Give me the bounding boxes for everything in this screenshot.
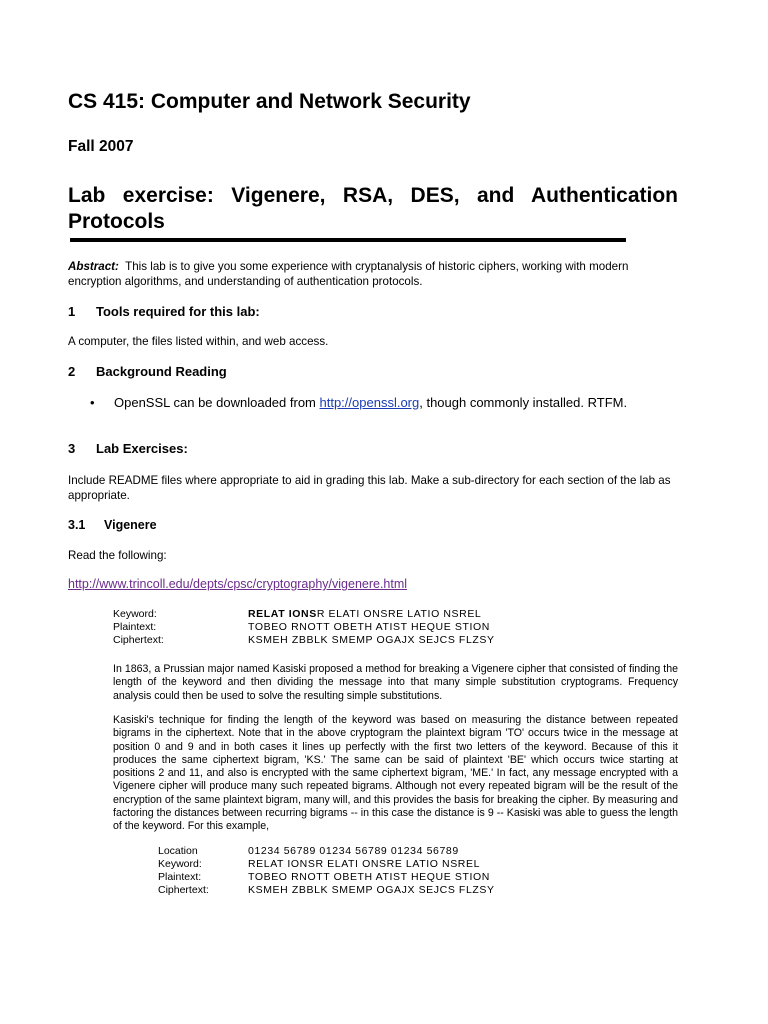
cipher-example-table: [113, 608, 495, 647]
lab-title: Lab exercise: Vigenere, RSA, DES, and Authentication Protocols: [68, 184, 678, 233]
kasiski-paragraph-1: In 1863, a Prussian major named Kasiski proposed a method for breaking a Vigenere cipher that consisted of finding the length of the keyword and then dividing the message into that many simple substitution cryptograms. Frequency analysis could then be used to solve the resulting simple substitutions.: [113, 663, 678, 702]
row-label: Location: [158, 845, 198, 857]
section-number: 1: [68, 304, 76, 319]
location-row: [158, 845, 495, 858]
section-title: Tools required for this lab:: [96, 304, 260, 319]
location-example-table: [158, 845, 495, 897]
row-value: KSMEH ZBBLK SMEMP OGAJX SEJCS FLZSY: [248, 884, 495, 896]
section-title: Background Reading: [96, 364, 227, 379]
cipher-row-plaintext: [113, 621, 495, 634]
row-value: KSMEH ZBBLK SMEMP OGAJX SEJCS FLZSY: [248, 634, 495, 646]
cipher-row-keyword: [113, 608, 495, 621]
row-label: Keyword:: [113, 608, 157, 620]
abstract-text: This lab is to give you some experience with cryptanalysis of historic ciphers, working with modern encryption algorithms, and understanding of authentication protocols.: [68, 260, 629, 288]
row-value: RELAT IONSR ELATI ONSRE LATIO NSREL: [248, 858, 481, 870]
location-row: [158, 884, 495, 897]
location-row: [158, 858, 495, 871]
vigenere-link-line: [68, 577, 407, 591]
section-2-heading: [68, 364, 227, 379]
cipher-row-ciphertext: [113, 634, 495, 647]
course-title: CS 415: Computer and Network Security: [68, 90, 471, 113]
abstract-label: Abstract:: [68, 260, 119, 273]
section-3-heading: [68, 441, 188, 456]
section-number: 3: [68, 441, 76, 456]
location-row: [158, 871, 495, 884]
title-divider: [70, 238, 626, 242]
row-value: TOBEO RNOTT OBETH ATIST HEQUE STION: [248, 621, 490, 633]
row-value: [248, 608, 481, 621]
vigenere-link[interactable]: http://www.trincoll.edu/depts/cpsc/cryptography/vigenere.html: [68, 577, 408, 591]
term-label: Fall 2007: [68, 138, 134, 155]
bullet-item: [90, 395, 627, 410]
section-3-1-heading: [68, 518, 157, 532]
section-number: 2: [68, 364, 76, 379]
bullet-text-pre: OpenSSL can be downloaded from: [114, 395, 320, 410]
bullet-marker: •: [90, 395, 95, 410]
bullet-text-post: , though commonly installed. RTFM.: [419, 395, 628, 410]
section-number: 3.1: [68, 518, 86, 532]
row-label: Ciphertext:: [158, 884, 209, 896]
read-following: Read the following:: [68, 549, 167, 562]
row-value-rest: R ELATI ONSRE LATIO NSREL: [316, 608, 482, 620]
row-label: Plaintext:: [113, 621, 157, 633]
section-3-body: Include README files where appropriate to aid in grading this lab. Make a sub-directory for each section of the lab as appropriate.: [68, 474, 671, 502]
section-1-body: A computer, the files listed within, and web access.: [68, 335, 329, 348]
abstract: [68, 259, 678, 289]
kasiski-paragraph-2: Kasiski's technique for finding the length of the keyword was based on measuring the distance between repeated bigrams in the ciphertext. Note that in the above cryptogram the plaintext bigram 'TO' occurs twice in the message at position 0 and 9 and in both cases it lines up perfectly with the first two letters of the keyword. Because of this it produces the same ciphertext bigram, 'KS.' The same can be said of plaintext 'BE' which occurs twice starting at positions 2 and 11, and also is encrypted with the same ciphertext bigram, 'ME.' In fact, any message encrypted with a Vigenere cipher will produce many such repeated bigrams. Although not every repeated bigram will be the result of the encryption of the same plaintext bigram, many will, and this provides the basis for breaking the cipher. By measuring and factoring the distances between recurring bigrams -- in this case the distance is 9 -- Kasiski was able to guess the length of the keyword. For this example,: [113, 714, 678, 833]
section-1-heading: [68, 304, 260, 319]
row-label: Plaintext:: [158, 871, 202, 883]
section-title: Vigenere: [104, 518, 157, 532]
row-label: Keyword:: [158, 858, 202, 870]
row-label: Ciphertext:: [113, 634, 164, 646]
openssl-link[interactable]: http://openssl.org: [319, 395, 420, 410]
section-title: Lab Exercises:: [96, 441, 188, 456]
row-value: 01234 56789 01234 56789 01234 56789: [248, 845, 459, 857]
row-value-bold: RELAT IONS: [248, 608, 317, 620]
row-value: TOBEO RNOTT OBETH ATIST HEQUE STION: [248, 871, 490, 883]
